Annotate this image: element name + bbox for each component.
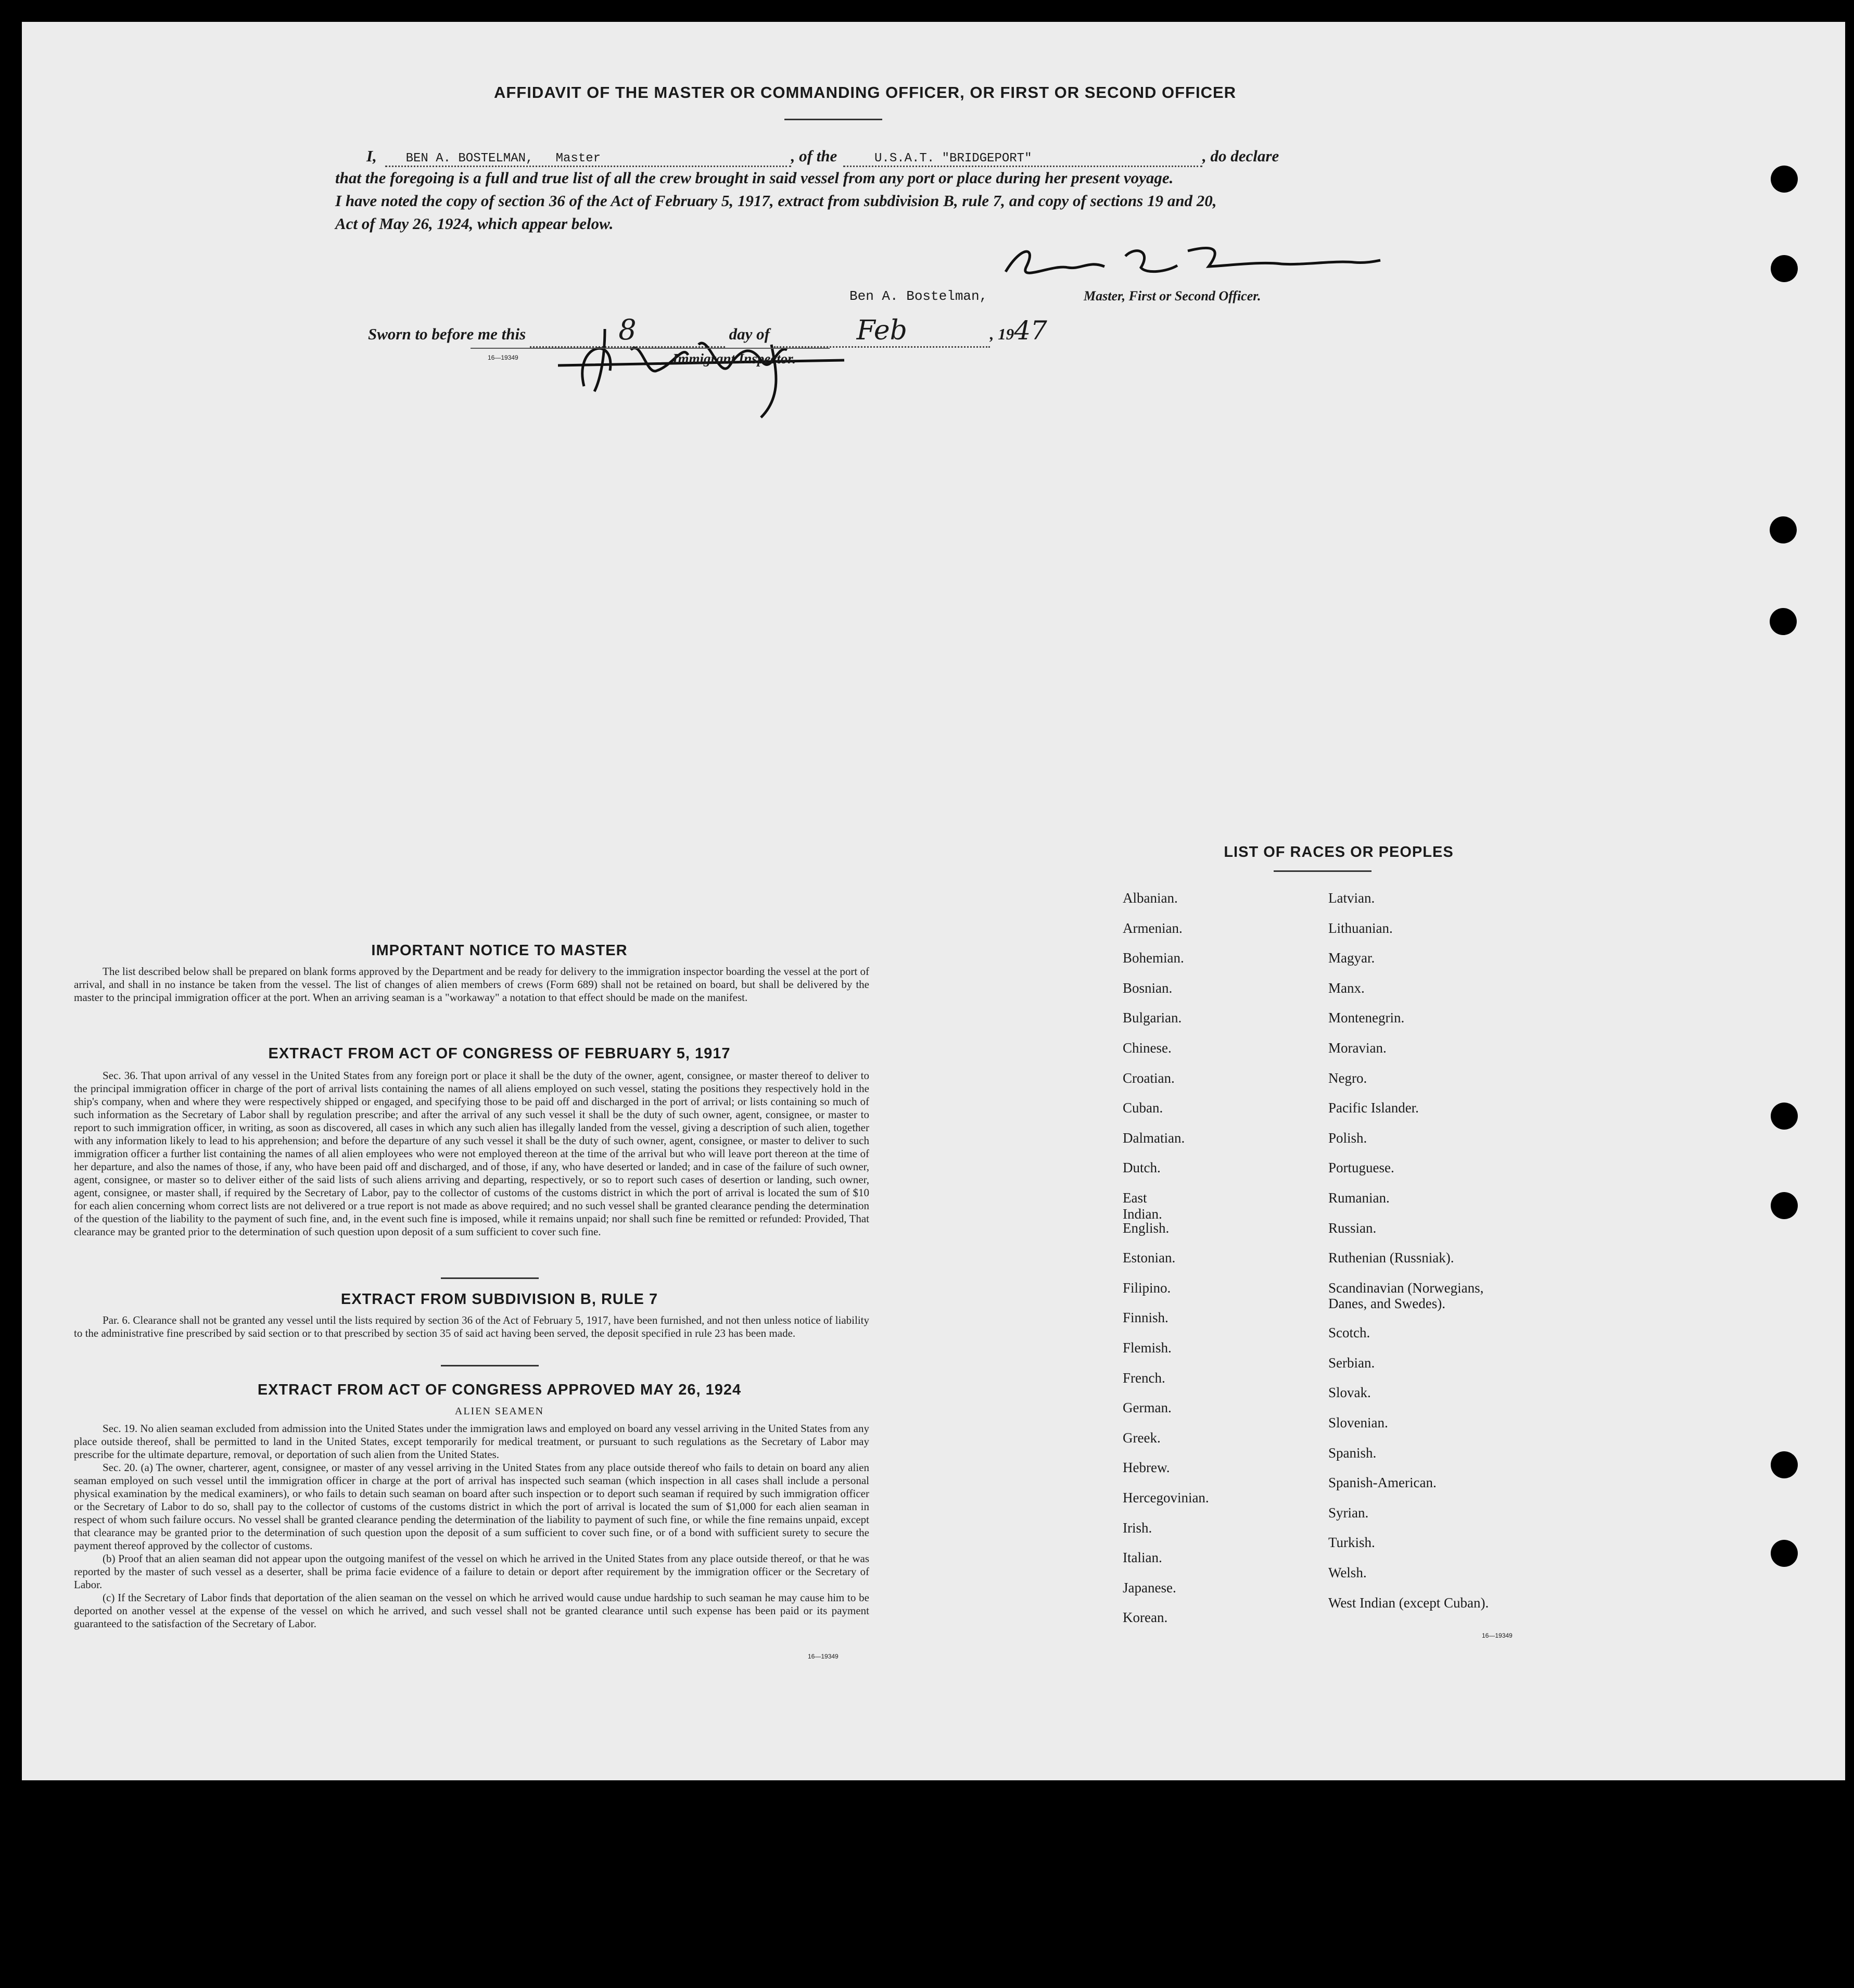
race-item: Bulgarian. <box>1123 1010 1182 1026</box>
race-item: East Indian. <box>1123 1190 1162 1222</box>
vessel-value: U.S.A.T. "BRIDGEPORT" <box>874 151 1032 166</box>
extract-form-number: 16—19349 <box>808 1653 839 1660</box>
race-item: Moravian. <box>1328 1040 1387 1056</box>
binder-hole <box>1771 1192 1798 1219</box>
races-divider <box>1274 870 1372 872</box>
declarant-value: BEN A. BOSTELMAN, Master <box>405 151 601 166</box>
extract-rule7-body: Par. 6. Clearance shall not be granted any vessel until the lists required by section 36 of the Act of February 5, 1917, have been furnished, and not then unless notice of liability to the administrative fine prescribed by said section or to that prescribed by section 35 of said act having been served, the deposit specified in rule 23 has been made. <box>74 1314 869 1339</box>
affidavit-line-4: Act of May 26, 1924, which appear below. <box>335 214 614 233</box>
race-item: Irish. <box>1123 1520 1152 1536</box>
race-item: Spanish-American. <box>1328 1475 1437 1491</box>
race-item: Manx. <box>1328 980 1365 996</box>
day-value: 8 <box>618 313 637 346</box>
extract-1924-subtitle: ALIEN SEAMEN <box>454 1405 544 1417</box>
extract-rule7-title: EXTRACT FROM SUBDIVISION B, RULE 7 <box>340 1291 658 1308</box>
race-item: Dalmatian. <box>1123 1130 1185 1146</box>
race-item: German. <box>1123 1400 1172 1416</box>
extract-1917-body: Sec. 36. That upon arrival of any vessel in the United States from any foreign port or place it shall be the duty of the owner, agent, consignee, or master thereof to deliver to the principal immigration officer in charge of the port of arrival lists containing the names of all aliens employed on such vessel, stating the positions they respectively hold in the ship's company, when and where they were respectively shipped or engaged, and specifying those to be paid off and discharged in the port of arrival; or lists containing so much of such information as the Secretary of Labor shall by regulation prescribe; and after the arrival of any such vessel it shall be the duty of such owner, agent, consignee, or master to report to such immigration officer, in writing, as soon as discovered, all cases in which any such alien has illegally landed from the vessel, giving a description of such alien, together with any information likely to lead to his apprehension; and before the departure of any such vessel it shall be the duty of such owner, agent, consignee, or master to deliver to such immigration officer a further list containing the names of all alien employees who were not employed thereon at the time of the arrival but who will leave port thereon at the time of her departure, and also the names of those, if any, who have been paid off and discharged, and of those, if any, who have deserted or landed; and in case of the failure of such owner, agent, consignee, or master so to deliver either of the said lists of such aliens arriving and departing, respectively, or so to report such cases of desertion or landing, such owner, agent, consignee, or master shall, if required by the Secretary of Labor, pay to the collector of customs of the customs district in which the port of arrival is located the sum of $10 for each alien concerning whom correct lists are not delivered or a true report is not made as above required; and no such vessel shall be granted clearance pending the determination of the question of the liability to the payment of such fine, and, in the event such fine is imposed, while it remains unpaid; nor shall such fine be remitted or refunded: Provided, That clearance may be granted prior to the determination of such question upon deposit of a sum sufficient to cover such fine. <box>74 1069 869 1238</box>
race-item: Flemish. <box>1123 1340 1172 1356</box>
affidavit-line-1 <box>366 147 1387 167</box>
extract-1924-body <box>74 1422 869 1630</box>
day-of-label: day of <box>729 325 770 343</box>
inspector-label: Immigrant Inspector. <box>672 351 796 366</box>
race-item: Dutch. <box>1123 1160 1161 1176</box>
title-divider <box>784 119 882 120</box>
race-item: Korean. <box>1123 1610 1168 1626</box>
vessel-field <box>843 147 1202 167</box>
divider-1917 <box>441 1277 539 1279</box>
race-item: Scotch. <box>1328 1325 1370 1341</box>
affidavit-title: AFFIDAVIT OF THE MASTER OR COMMANDING OFFICER, OR FIRST OR SECOND OFFICER <box>493 83 1237 102</box>
year-prefix: , 19 <box>989 325 1014 343</box>
race-item: Spanish. <box>1328 1445 1377 1461</box>
race-item: Albanian. <box>1123 890 1178 906</box>
race-item: Scandinavian (Norwegians, Danes, and Swedes). <box>1328 1280 1484 1311</box>
binder-hole <box>1771 166 1798 193</box>
race-item: West Indian (except Cuban). <box>1328 1594 1489 1611</box>
of-the-label: , of the <box>791 147 837 165</box>
sworn-label: Sworn to before me this <box>368 325 526 343</box>
divider-rule7 <box>441 1365 539 1366</box>
race-item: Syrian. <box>1328 1504 1369 1521</box>
races-title: LIST OF RACES OR PEOPLES <box>1224 844 1454 860</box>
race-item: Slovak. <box>1328 1385 1371 1401</box>
affidavit-line-2: that the foregoing is a full and true list of all the crew brought in said vessel from any port or place during her present voyage. <box>335 169 1174 187</box>
declarant-field <box>385 147 791 167</box>
race-item: English. <box>1123 1220 1170 1236</box>
affidavit-line-3: I have noted the copy of section 36 of the Act of February 5, 1917, extract from subdivision B, rule 7, and copy of sections 19 and 20, <box>335 192 1217 210</box>
binder-hole <box>1771 255 1798 282</box>
race-item: Pacific Islander. <box>1328 1100 1419 1116</box>
race-item: Estonian. <box>1123 1250 1176 1266</box>
race-item: Greek. <box>1123 1429 1161 1446</box>
do-declare-label: , do declare <box>1202 147 1279 165</box>
race-item: Cuban. <box>1123 1100 1163 1116</box>
extract-1924-title: EXTRACT FROM ACT OF CONGRESS APPROVED MAY 26, 1924 <box>257 1382 742 1398</box>
race-item: Magyar. <box>1328 950 1375 966</box>
race-item: Slovenian. <box>1328 1415 1388 1430</box>
race-item: Serbian. <box>1328 1354 1375 1371</box>
race-item: Italian. <box>1123 1550 1162 1566</box>
race-item: Bosnian. <box>1123 980 1173 996</box>
race-item: Japanese. <box>1123 1579 1176 1596</box>
race-item: French. <box>1123 1370 1165 1386</box>
document-sheet <box>22 22 1845 1780</box>
inspector-signature <box>553 313 855 428</box>
race-item: Lithuanian. <box>1328 920 1393 936</box>
race-item: Welsh. <box>1328 1565 1367 1580</box>
inspector-signature-line <box>471 348 830 349</box>
binder-hole <box>1770 608 1797 635</box>
race-item: Russian. <box>1328 1220 1377 1236</box>
race-item: Hebrew. <box>1123 1460 1170 1476</box>
master-signature <box>990 235 1386 293</box>
race-item: Chinese. <box>1123 1040 1172 1056</box>
extract-1917-title: EXTRACT FROM ACT OF CONGRESS OF FEBRUARY 5, 1917 <box>268 1045 731 1062</box>
notice-body: The list described below shall be prepared on blank forms approved by the Department and be ready for delivery to the immigration inspector boarding the vessel at the port of arrival, and shall in no instance be taken from the vessel. The list of changes of alien members of crews (Form 689) shall not be retained on board, but shall be delivered by the master to the principal immigration officer at the port. When an arriving seaman is a "workaway" a notation to that effect should be made on the manifest. <box>74 965 869 1004</box>
race-item: Filipino. <box>1123 1280 1171 1296</box>
race-item: Polish. <box>1328 1130 1367 1146</box>
binder-hole <box>1770 516 1797 543</box>
race-item: Armenian. <box>1123 920 1183 936</box>
sec-20b: (b) Proof that an alien seaman did not appear upon the outgoing manifest of the vessel on which he arrived in the United States from any place outside thereof, or that he was reported by the master of such vessel as a deserter, shall be prima facie evidence of a failure to detain or deport after requirement by the immigration officer or the Secretary of Labor. <box>74 1552 869 1591</box>
race-item: Ruthenian (Russniak). <box>1328 1250 1454 1266</box>
race-item: Finnish. <box>1123 1310 1169 1326</box>
race-item: Montenegrin. <box>1328 1010 1405 1026</box>
affidavit-form-number: 16—19349 <box>488 354 518 361</box>
races-form-number: 16—19349 <box>1482 1632 1513 1639</box>
notice-title: IMPORTANT NOTICE TO MASTER <box>371 942 628 959</box>
officer-title: Master, First or Second Officer. <box>1084 288 1261 303</box>
binder-hole <box>1771 1540 1798 1567</box>
year-value: 47 <box>1014 315 1047 346</box>
race-item: Hercegovinian. <box>1123 1490 1209 1505</box>
race-item: Bohemian. <box>1123 950 1184 966</box>
sec-20c: (c) If the Secretary of Labor finds that deportation of the alien seaman on the vessel on which he arrived would cause undue hardship to such seaman he may cause him to be deported on another vessel at the expense of the vessel on which he arrived, and such vessel shall not be granted clearance until such expense has been paid or its payment guaranteed to the satisfaction of the Secretary of Labor. <box>74 1591 869 1630</box>
race-item: Turkish. <box>1328 1535 1375 1551</box>
typed-name: Ben A. Bostelman, <box>849 288 988 304</box>
race-item: Latvian. <box>1328 890 1375 906</box>
race-item: Rumanian. <box>1328 1190 1390 1206</box>
month-value: Feb <box>856 315 907 346</box>
binder-hole <box>1771 1451 1798 1478</box>
race-item: Croatian. <box>1123 1070 1175 1086</box>
race-item: Negro. <box>1328 1070 1367 1086</box>
sec-20a: Sec. 20. (a) The owner, charterer, agent, consignee, or master of any vessel arriving in the United States from any place outside thereof who fails to detain on board any alien seaman employed on such vessel until the immigration officer in charge at the port of arrival has inspected such seaman (which inspection in all cases shall include a personal physical examination by the medical examiners), or who fails to detain such seaman on board after such inspection or to deport such seaman if required by such immigration officer or the Secretary of Labor to do so, shall pay to the collector of customs of the customs district in which the port of arrival is located the sum of $1,000 for each alien seaman in respect of whom such failure occurs. No vessel shall be granted clearance pending the determination of the liability to payment of such fine, or while the fine remains unpaid, except that clearance may be granted prior to the determination of such question upon the deposit of a sum sufficient to cover such fine, or of a bond with sufficient surety to secure the payment thereof approved by the collector of customs. <box>74 1461 869 1552</box>
sec-19: Sec. 19. No alien seaman excluded from admission into the United States under the immigration laws and employed on board any vessel arriving in the United States from any place outside thereof, shall be permitted to land in the United States, except temporarily for medical treatment, or pursuant to such regulations as the Secretary of Labor may prescribe for the ultimate departure, removal, or deportation of such alien from the United States. <box>74 1422 869 1461</box>
i-label: I, <box>366 147 377 165</box>
binder-hole <box>1771 1103 1798 1130</box>
race-item: Portuguese. <box>1328 1160 1394 1176</box>
